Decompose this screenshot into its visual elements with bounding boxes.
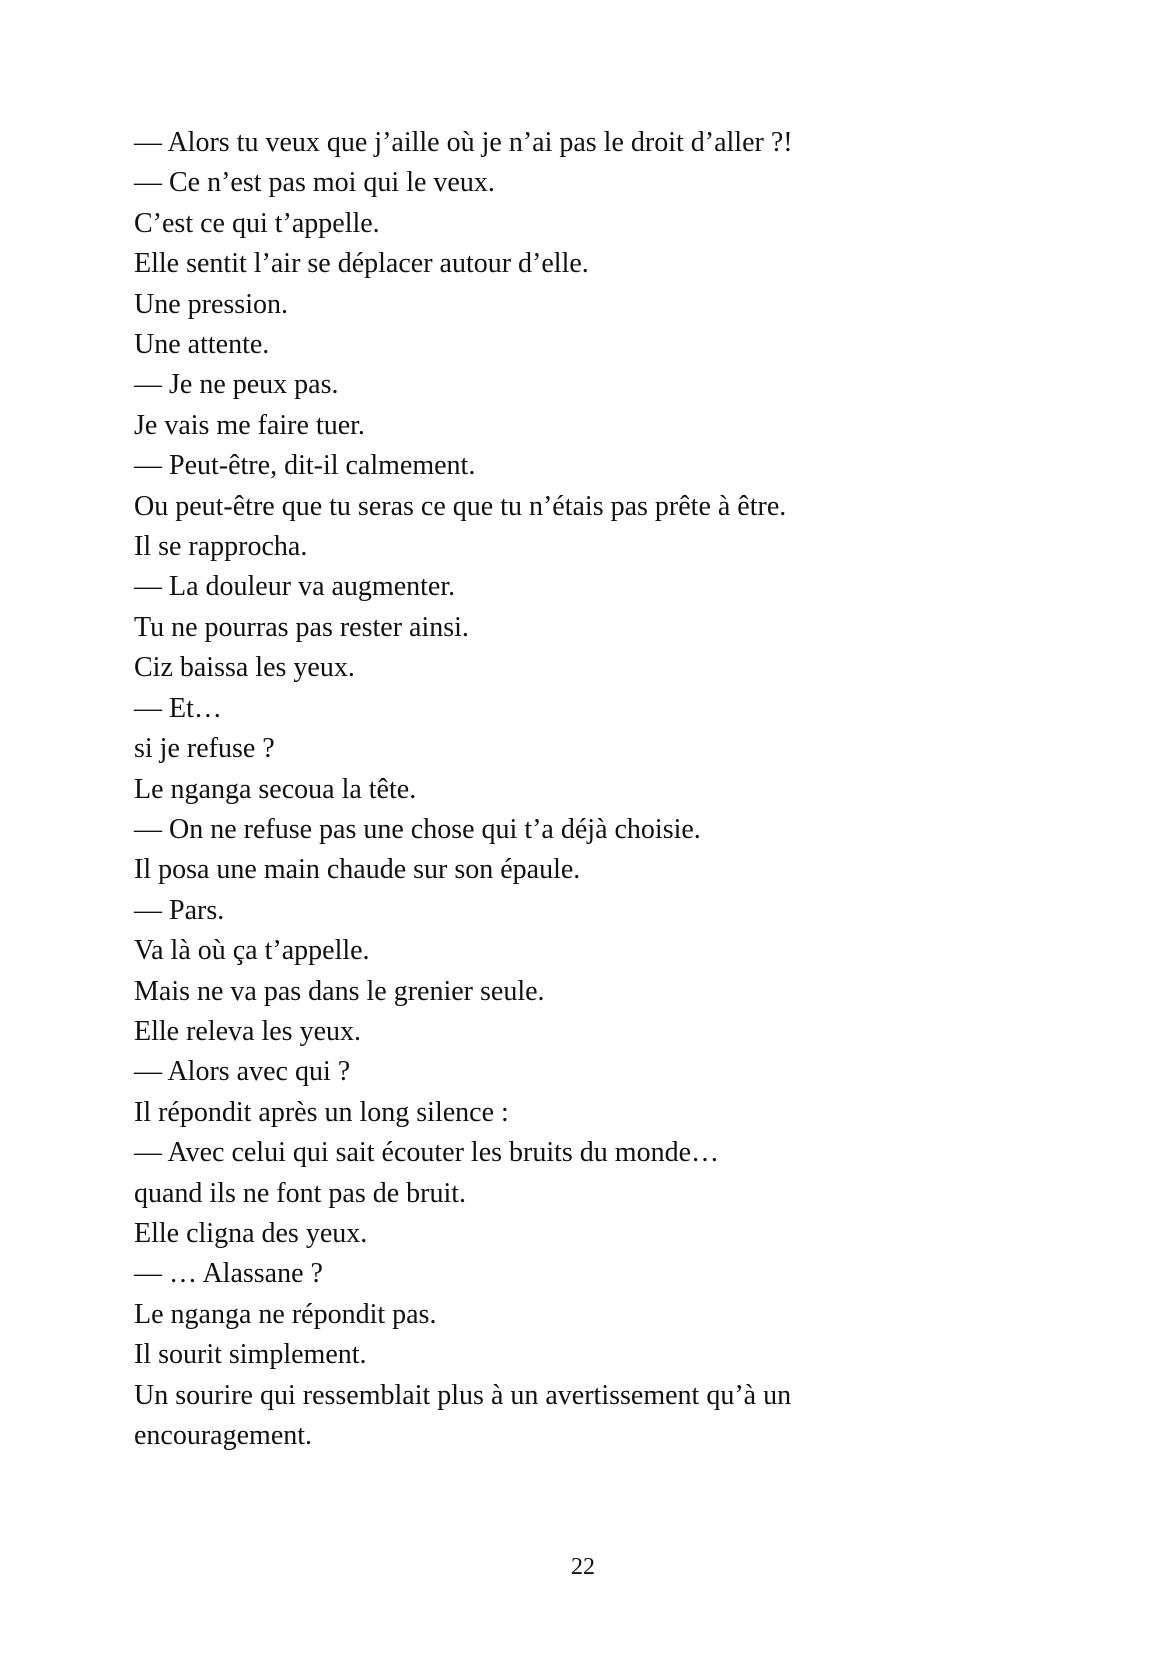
text-line: — Avec celui qui sait écouter les bruits du monde… — [134, 1137, 720, 1169]
text-line: — Je ne peux pas. — [134, 369, 339, 401]
text-line: C’est ce qui t’appelle. — [134, 207, 380, 239]
text-line: — Ce n’est pas moi qui le veux. — [134, 167, 495, 199]
page-number: 22 — [571, 1554, 595, 1580]
text-line: Le nganga secoua la tête. — [134, 773, 417, 805]
text-line: — Alors tu veux que j’aille où je n’ai pas le droit d’aller ?! — [134, 127, 793, 158]
text-line: Un sourire qui ressemblait plus à un avertissement qu’à un — [134, 1379, 792, 1411]
text-line: — Alors avec qui ? — [134, 1056, 351, 1088]
text-line: Je vais me faire tuer. — [134, 409, 365, 441]
text-line: — La douleur va augmenter. — [134, 571, 456, 603]
text-line: Il se rapprocha. — [134, 531, 308, 563]
text-line: Il répondit après un long silence : — [134, 1096, 509, 1128]
text-line: Ou peut-être que tu seras ce que tu n’étais pas prête à être. — [134, 490, 787, 522]
body-text — [134, 123, 874, 1456]
text-line: — On ne refuse pas une chose qui t’a déjà choisie. — [134, 813, 701, 845]
text-line: Elle releva les yeux. — [134, 1015, 362, 1047]
text-line: Mais ne va pas dans le grenier seule. — [134, 975, 545, 1007]
text-line: Une attente. — [134, 329, 270, 361]
text-line: encouragement. — [134, 1420, 313, 1451]
text-line: Elle cligna des yeux. — [134, 1217, 368, 1249]
text-line: — Pars. — [134, 894, 225, 926]
text-line: Il posa une main chaude sur son épaule. — [134, 854, 581, 886]
text-line: quand ils ne font pas de bruit. — [134, 1177, 467, 1209]
text-line: Ciz baissa les yeux. — [134, 652, 355, 684]
text-line: Va là où ça t’appelle. — [134, 935, 370, 967]
text-line: — … Alassane ? — [134, 1258, 323, 1290]
text-line: Elle sentit l’air se déplacer autour d’elle. — [134, 248, 589, 280]
text-line: Une pression. — [134, 288, 288, 320]
text-line: Il sourit simplement. — [134, 1339, 367, 1371]
text-line: — Et… — [134, 692, 222, 724]
text-line: si je refuse ? — [134, 733, 275, 765]
text-line: Le nganga ne répondit pas. — [134, 1298, 437, 1330]
text-line: — Peut-être, dit-il calmement. — [134, 450, 476, 482]
text-line: Tu ne pourras pas rester ainsi. — [134, 611, 469, 643]
